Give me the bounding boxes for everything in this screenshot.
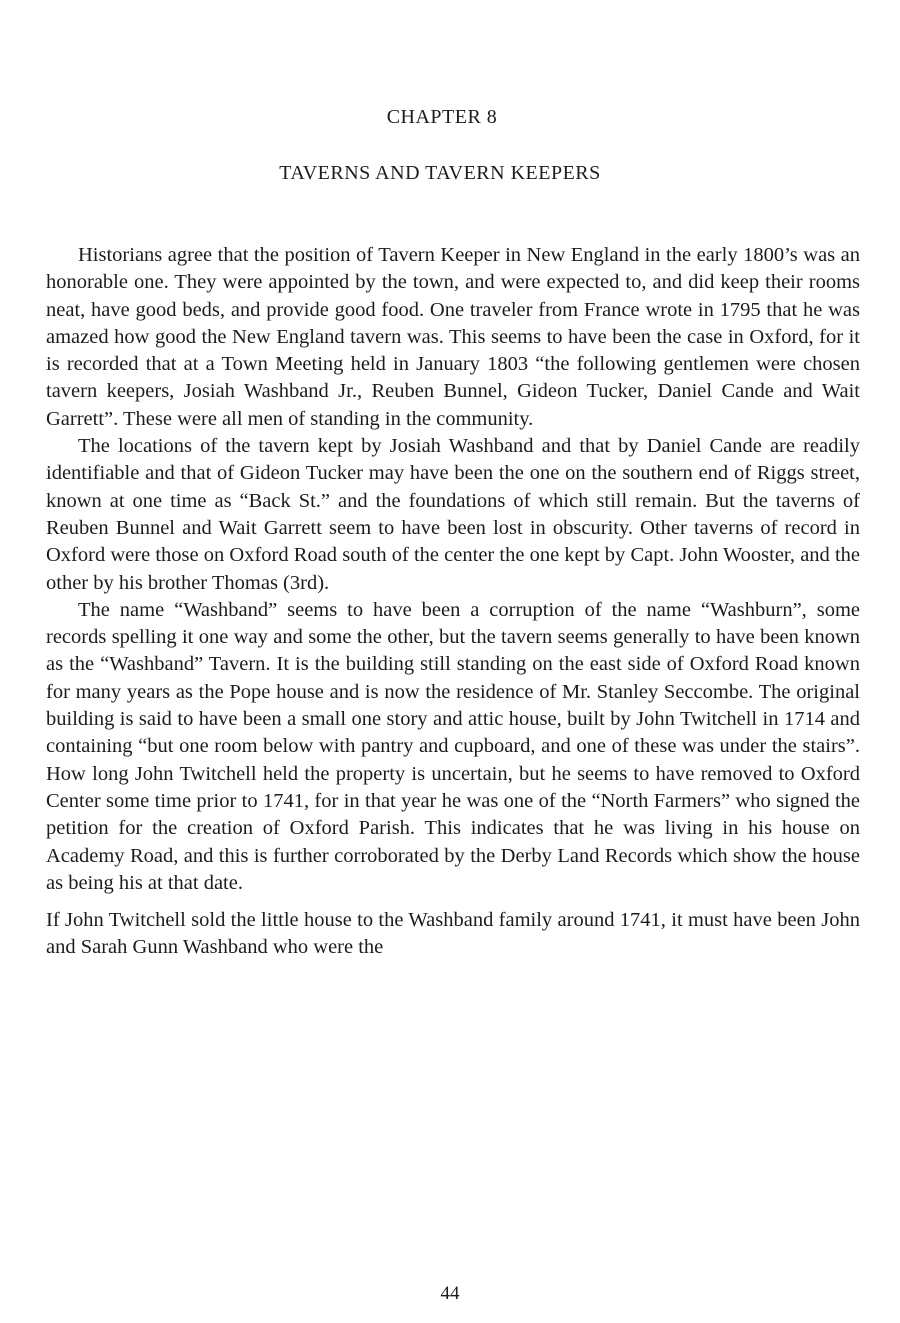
- paragraph: Historians agree that the position of Tavern Keeper in New England in the early 1800’s was an honorable one. They were appointed by the town, and were expected to, and did keep their rooms neat, have good beds, and provide good food. One traveler from France wrote in 1795 that he was amazed how good the New England tavern was. This seems to have been the case in Oxford, for it is recorded that at a Town Meeting held in January 1803 “the following gentlemen were chosen tavern keepers, Josiah Washband Jr., Reuben Bunnel, Gideon Tucker, Daniel Cande and Wait Garrett”. These were all men of standing in the community.: [46, 244, 860, 430]
- paragraph: If John Twitchell sold the little house to the Washband family around 1741, it must have been John and Sarah Gunn Washband who were the: [46, 909, 860, 959]
- chapter-number: CHAPTER 8: [386, 106, 498, 128]
- paragraph: The name “Washband” seems to have been a corruption of the name “Washburn”, some records spelling it one way and some the other, but the tavern seems generally to have been known as the “Washband” Tavern. It is the building still standing on the east side of Oxford Road known for many years as the Pope house and is now the residence of Mr. Stanley Seccombe. The original building is said to have been a small one story and attic house, built by John Twitchell in 1714 and containing “but one room below with pantry and cupboard, and one of these was under the stairs”. How long John Twitchell held the property is uncertain, but he seems to have removed to Oxford Center some time prior to 1741, for in that year he was one of the “North Farmers” who signed the petition for the creation of Oxford Parish. This indicates that he was living in his house on Academy Road, and this is further corroborated by the Derby Land Records which show the house as being his at that date.: [46, 598, 860, 894]
- page-number: 44: [440, 1283, 460, 1304]
- chapter-title: TAVERNS AND TAVERN KEEPERS: [279, 162, 601, 184]
- paragraph: The locations of the tavern kept by Josiah Washband and that by Daniel Cande are readily identifiable and that of Gideon Tucker may have been the one on the southern end of Riggs street, known at one time as “Back St.” and the foundations of which still remain. But the taverns of Reuben Bunnel and Wait Garrett seem to have been lost in obscurity. Other taverns of record in Oxford were those on Oxford Road south of the center the one kept by Capt. John Wooster, and the other by his brother Thomas (3rd).: [46, 435, 860, 594]
- body-text: [46, 242, 860, 962]
